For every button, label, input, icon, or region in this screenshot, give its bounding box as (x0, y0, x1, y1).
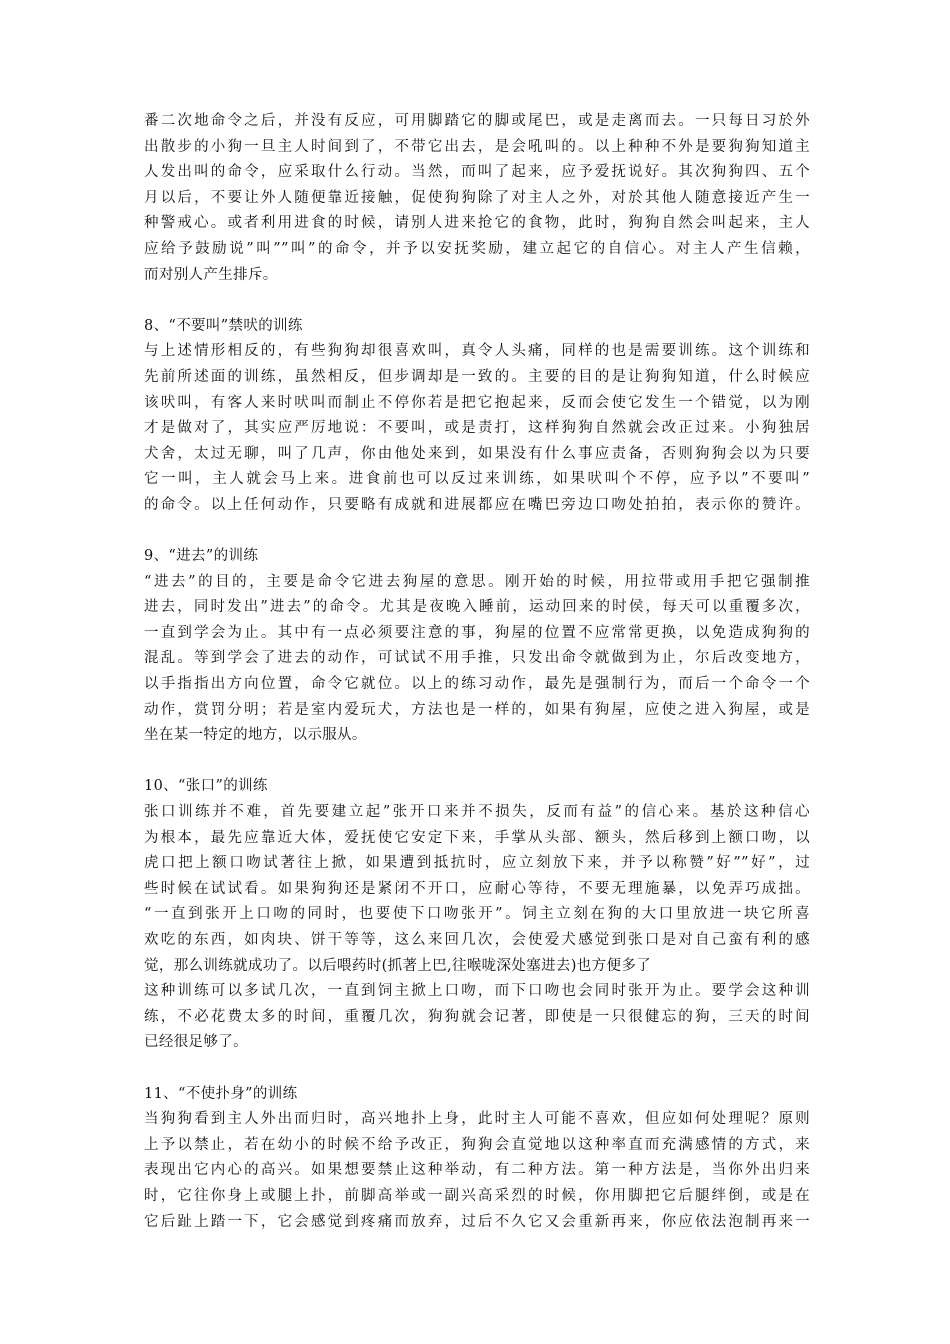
text-line: 混乱。等到学会了进去的动作，可试试不用手推，只发出命令就做到为止，尔后改变地方， (144, 650, 810, 667)
section-10 (144, 774, 810, 1056)
text-line: “进去”的目的，主要是命令它进去狗屋的意思。刚开始的时候，用拉带或用手把它强制推 (144, 573, 810, 590)
section-heading: 11、“不使扑身”的训练 (144, 1085, 298, 1102)
section-heading: 8、“不要叫”禁吠的训练 (144, 317, 303, 334)
text-line: 觉，那么训练就成功了。以后喂药时(抓著上巴,往喉咙深处塞进去)也方便多了 (144, 957, 652, 974)
section-11 (144, 1082, 810, 1236)
section-9 (144, 544, 810, 749)
text-line: 它后趾上踏一下，它会感觉到疼痛而放弃，过后不久它又会重新再来，你应依法泡制再来一 (144, 1213, 810, 1230)
document-page (144, 109, 810, 1235)
section-heading: 10、“张口”的训练 (144, 778, 268, 795)
text-line: 为根本，最先应靠近大体，爱抚使它安定下来，手掌从头部、额头，然后移到上额口吻，以 (144, 829, 810, 846)
text-line: 才是做对了，其实应严厉地说：不要叫，或是责打，这样狗狗自然就会改正过来。小狗独居 (144, 420, 810, 437)
text-line: 练，不必花费太多的时间，重覆几次，狗狗就会记著，即使是一只很健忘的狗，三天的时间 (144, 1008, 810, 1025)
section-8 (144, 314, 810, 519)
text-line: 而对别人产生排斥。 (144, 266, 278, 283)
text-line: 番二次地命令之后，并没有反应，可用脚踏它的脚或尾巴，或是走离而去。一只每日习於外 (144, 113, 810, 129)
text-line: 一直到学会为止。其中有一点必须要注意的事，狗屋的位置不应常常更换，以免造成狗狗的 (144, 624, 810, 641)
text-line: 欢吃的东西，如肉块、饼干等等，这么来回几次，会使爱犬感觉到张口是对自己蛮有利的感 (144, 932, 810, 948)
text-line: 表现出它内心的高兴。如果想要禁止这种举动，有二种方法。第一种方法是，当你外出归来 (144, 1162, 810, 1179)
text-line: 出散步的小狗一旦主人时间到了，不带它出去，是会吼叫的。以上种种不外是要狗狗知道主 (144, 138, 810, 155)
text-line: 张口训练并不难，首先要建立起”张开口来并不损失，反而有益”的信心来。基於这种信心 (144, 804, 810, 821)
paragraph-continuation (144, 109, 810, 288)
text-line: 先前所述面的训练，虽然相反，但步调却是一致的。主要的目的是让狗狗知道，什么时候应 (144, 368, 810, 385)
text-line: 虎口把上额口吻试著往上掀，如果遭到抵抗时，应立刻放下来，并予以称赞”好””好”，过 (144, 855, 810, 872)
section-heading: 9、“进去”的训练 (144, 548, 259, 565)
text-line: 月以后，不要让外人随便靠近接触，促使狗狗除了对主人之外，对於其他人随意接近产生一 (144, 189, 810, 206)
text-line: 的命令。以上任何动作，只要略有成就和进展都应在嘴巴旁边口吻处拍拍，表示你的赞许。 (144, 496, 810, 513)
text-line: 犬舍，太过无聊，叫了几声，你由他处来到，如果没有什么事应责备，否则狗狗会以为只要 (144, 445, 810, 462)
text-line: 上予以禁止，若在幼小的时候不给予改正，狗狗会直觉地以这种率直而充满感情的方式，来 (144, 1136, 810, 1153)
text-line: “一直到张开上口吻的同时，也要使下口吻张开”。饲主立刻在狗的大口里放进一块它所喜 (144, 906, 810, 923)
text-line: 时，它往你身上或腿上扑，前脚高举或一副兴高采烈的时候，你用脚把它后腿绊倒，或是在 (144, 1187, 810, 1204)
text-line: 以手指指出方向位置，命令它就位。以上的练习动作，最先是强制行为，而后一个命令一个 (144, 676, 810, 693)
paragraph-spacer (144, 288, 810, 314)
text-line: 人发出叫的命令，应采取什么行动。当然，而叫了起来，应予爱抚说好。其次狗狗四、五个 (144, 164, 810, 181)
text-line: 种警戒心。或者利用进食的时候，请别人进来抢它的食物，此时，狗狗自然会叫起来，主人 (144, 215, 810, 232)
text-line: 动作，赏罚分明；若是室内爱玩犬，方法也是一样的，如果有狗屋，应使之进入狗屋，或是 (144, 701, 810, 718)
text-line: 已经很足够了。 (144, 1034, 248, 1051)
text-line: 进去，同时发出”进去”的命令。尤其是夜晚入睡前，运动回来的时侯，每天可以重覆多次， (144, 599, 810, 616)
text-line: 它一叫，主人就会马上来。进食前也可以反过来训练，如果吠叫个不停，应予以”不要叫” (144, 471, 810, 488)
text-line: 当狗狗看到主人外出而归时，高兴地扑上身，此时主人可能不喜欢，但应如何处理呢？原则 (144, 1111, 810, 1128)
text-line: 与上述情形相反的，有些狗狗却很喜欢叫，真令人头痛，同样的也是需要训练。这个训练和 (144, 343, 810, 360)
text-line: 坐在某一特定的地方，以示服从。 (144, 727, 367, 744)
paragraph-spacer (144, 519, 810, 545)
text-line: 该吠叫，有客人来时吠叫而制止不停你若是把它抱起来，反而会使它发生一个错觉，以为刚 (144, 394, 810, 411)
paragraph-spacer (144, 749, 810, 775)
text-line: 应给予鼓励说”叫””叫”的命令，并予以安抚奖励，建立起它的自信心。对主人产生信赖， (144, 240, 810, 257)
text-line: 些时候在试试看。如果狗狗还是紧闭不开口，应耐心等待，不要无理施暴，以免弄巧成拙。 (144, 880, 810, 897)
text-line: 这种训练可以多试几次，一直到饲主掀上口吻，而下口吻也会同时张开为止。要学会这种训 (144, 983, 810, 1000)
paragraph-spacer (144, 1056, 810, 1082)
